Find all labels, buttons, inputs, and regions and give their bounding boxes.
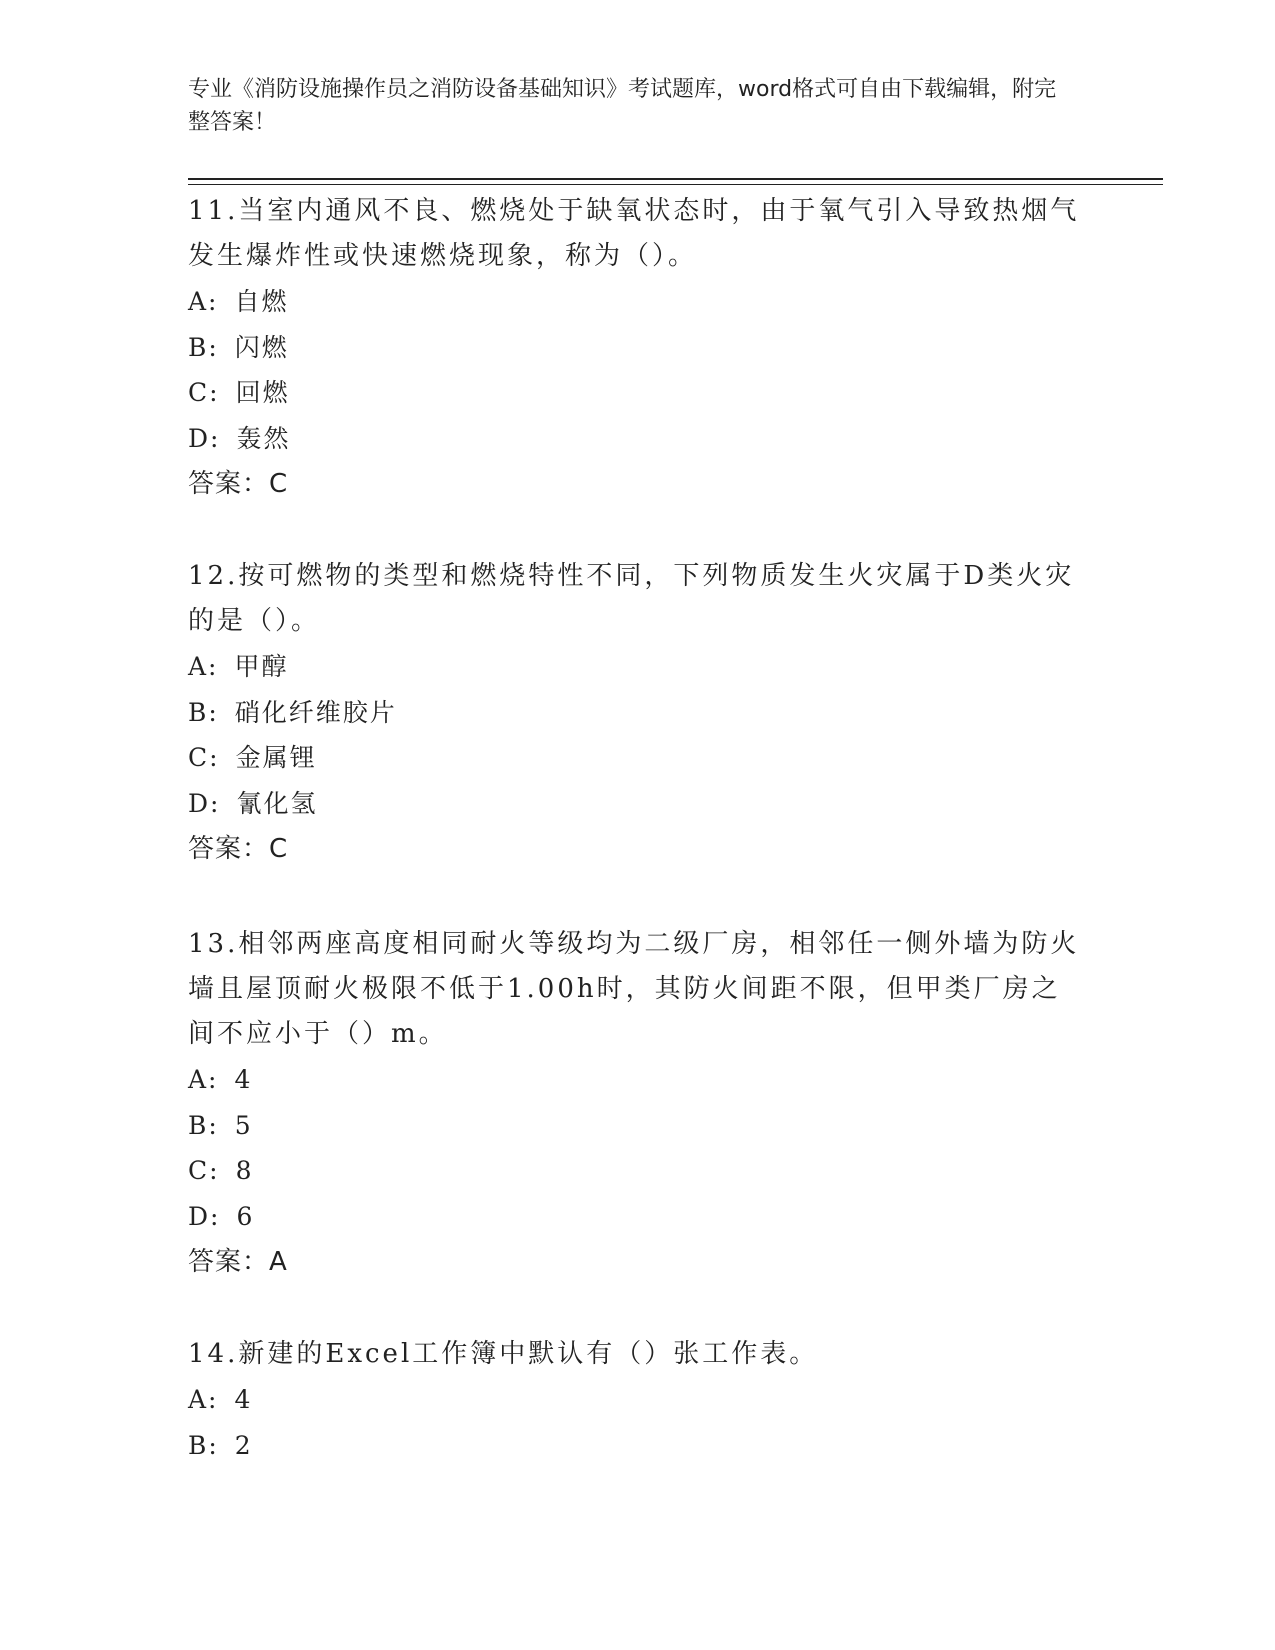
header-divider-thick <box>188 178 1163 180</box>
question-stem: 12.按可燃物的类型和燃烧特性不同，下列物质发生火灾属于D类火灾的是（）。 <box>188 561 1075 636</box>
answer-line: 答案：A <box>188 1247 288 1277</box>
question-stem: 14.新建的Excel工作簿中默认有（）张工作表。 <box>188 1339 819 1369</box>
answer-line: 答案：C <box>188 469 289 499</box>
option-d <box>188 1194 1088 1240</box>
option-text: 2 <box>234 1430 253 1460</box>
document-header: 专业《消防设施操作员之消防设备基础知识》考试题库，word格式可自由下载编辑，附完整答案！ <box>188 77 1057 135</box>
option-letter: C: <box>188 1156 220 1185</box>
option-text: 自燃 <box>234 287 289 316</box>
option-a <box>188 279 1088 325</box>
option-letter: C: <box>188 378 220 407</box>
option-letter: A: <box>188 1065 219 1094</box>
option-letter: A: <box>188 1385 219 1414</box>
option-letter: C: <box>188 743 220 772</box>
option-text: 氰化氢 <box>236 788 318 818</box>
question-stem: 11.当室内通风不良、燃烧处于缺氧状态时，由于氧气引入导致热烟气发生爆炸性或快速燃烧现象，称为（）。 <box>188 196 1080 271</box>
option-letter: B: <box>188 697 219 727</box>
option-text: 6 <box>236 1201 255 1231</box>
header-divider-thin <box>188 184 1163 185</box>
option-text: 金属锂 <box>235 743 317 772</box>
answer-line: 答案：C <box>188 834 289 864</box>
option-text: 闪燃 <box>234 332 289 362</box>
option-a <box>188 1377 1088 1423</box>
option-b <box>188 1423 1088 1469</box>
option-c <box>188 370 1088 416</box>
option-letter: A: <box>188 287 219 316</box>
option-text: 4 <box>234 1065 253 1094</box>
option-b <box>188 1103 1088 1149</box>
option-letter: D: <box>188 1201 221 1231</box>
option-c <box>188 1148 1088 1194</box>
option-text: 5 <box>234 1110 253 1140</box>
option-text: 回燃 <box>235 378 290 407</box>
option-letter: B: <box>188 332 219 362</box>
question-14 <box>188 1332 1088 1468</box>
option-a <box>188 1057 1088 1103</box>
option-text: 8 <box>235 1156 254 1185</box>
option-text: 4 <box>234 1385 253 1414</box>
question-13 <box>188 922 1088 1285</box>
option-text: 硝化纤维胶片 <box>234 697 397 727</box>
question-12 <box>188 554 1088 872</box>
option-letter: D: <box>188 423 221 453</box>
option-letter: B: <box>188 1430 219 1460</box>
question-11 <box>188 189 1088 507</box>
option-letter: D: <box>188 788 221 818</box>
question-stem: 13.相邻两座高度相同耐火等级均为二级厂房，相邻任一侧外墙为防火墙且屋顶耐火极限不低于1.00h时，其防火间距不限，但甲类厂房之间不应小于（）m。 <box>188 929 1080 1049</box>
option-a <box>188 644 1088 690</box>
option-text: 甲醇 <box>234 652 289 681</box>
option-b <box>188 690 1088 736</box>
option-letter: A: <box>188 652 219 681</box>
option-letter: B: <box>188 1110 219 1140</box>
option-c <box>188 735 1088 781</box>
option-b <box>188 325 1088 371</box>
option-d <box>188 781 1088 827</box>
option-d <box>188 416 1088 462</box>
option-text: 轰然 <box>236 423 291 453</box>
